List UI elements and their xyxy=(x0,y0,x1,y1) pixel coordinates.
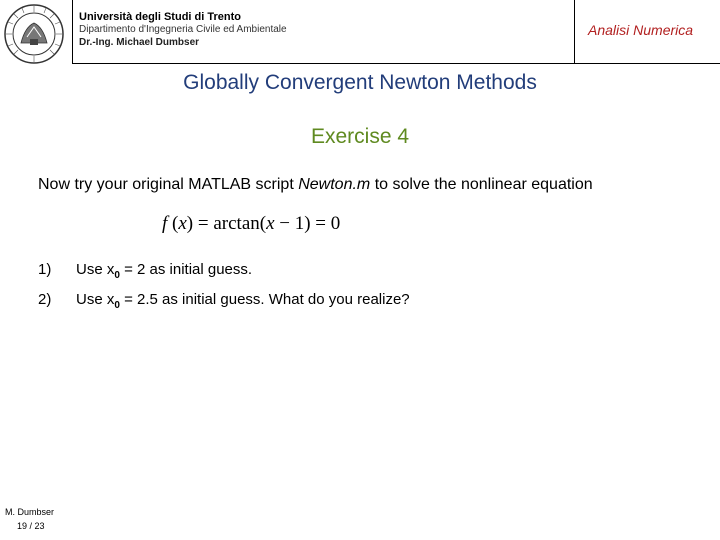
university-seal-logo xyxy=(3,3,65,65)
page-number: 19 / 23 xyxy=(17,521,45,531)
list-item-text-post: = 2.5 as initial guess. What do you realize? xyxy=(119,291,410,308)
list-item-text-post: = 2 as initial guess. xyxy=(119,261,253,278)
list-item-text xyxy=(76,291,410,311)
list-item-subscript: 0 xyxy=(114,270,120,281)
script-name: Newton.m xyxy=(298,176,371,193)
list-item-subscript: 0 xyxy=(114,300,120,311)
list-item-text xyxy=(76,261,252,281)
intro-text-before: Now try your original MATLAB script xyxy=(38,176,299,193)
equation-arg-var: x xyxy=(266,213,275,234)
header-divider-right xyxy=(574,0,575,64)
department-name: Dipartimento d'Ingegneria Civile ed Ambientale xyxy=(79,24,287,35)
university-name: Università degli Studi di Trento xyxy=(79,11,241,23)
slide-title: Globally Convergent Newton Methods xyxy=(183,71,537,94)
header-divider-vertical xyxy=(72,0,73,64)
header-author: Dr.-Ing. Michael Dumbser xyxy=(79,37,200,48)
equation-lhs-var: x xyxy=(178,213,187,234)
equation-lhs-func: f xyxy=(162,213,168,234)
equation-func: arctan xyxy=(213,213,260,234)
list-item-number: 1) xyxy=(38,261,52,278)
equation: f (x) = arctan(x − 1) = 0 xyxy=(162,213,341,234)
intro-text xyxy=(38,176,593,194)
footer-author: M. Dumbser xyxy=(5,507,55,517)
list-item-text-pre: Use x xyxy=(76,261,115,278)
intro-text-after: to solve the nonlinear equation xyxy=(370,176,593,193)
exercise-title: Exercise 4 xyxy=(310,125,410,148)
list-item-number: 2) xyxy=(38,291,52,308)
list-item-text-pre: Use x xyxy=(76,291,115,308)
course-title: Analisi Numerica xyxy=(588,22,694,38)
equation-arg-rest: − 1) = 0 xyxy=(274,213,341,234)
header-divider-horizontal xyxy=(72,63,720,64)
